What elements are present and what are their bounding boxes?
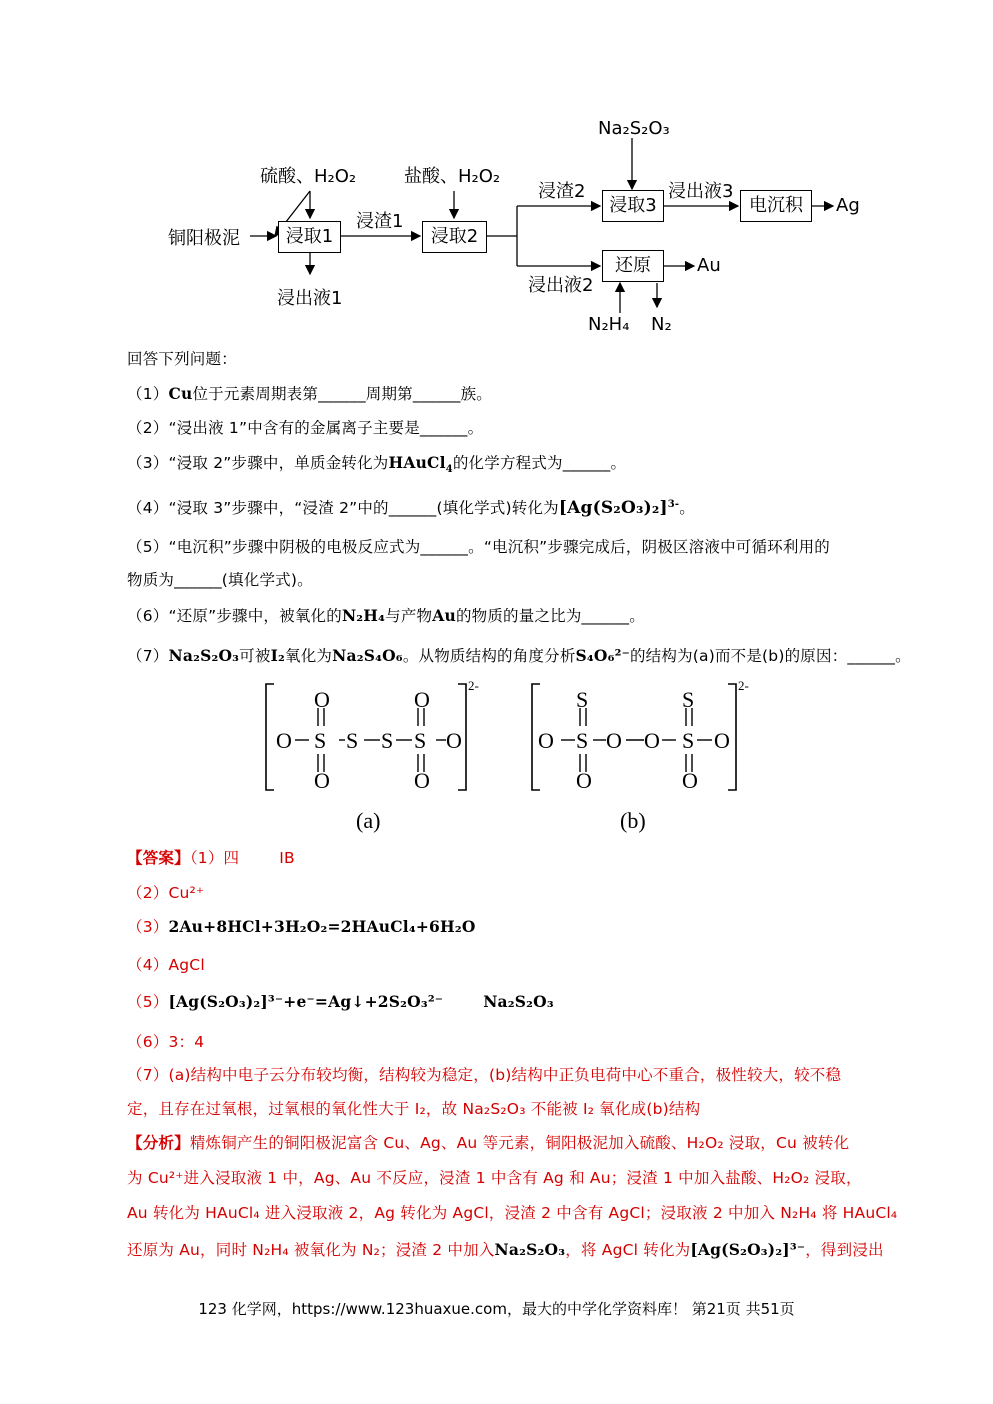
start-anode-slime: 铜阳极泥 (168, 228, 240, 249)
box-leach-1: 浸取1 (278, 221, 341, 253)
atom-o: O (576, 768, 592, 793)
atoms-b (538, 678, 749, 833)
box-leach-3: 浸取3 (602, 190, 664, 222)
analysis-tag: 【分析】 (127, 1133, 190, 1152)
atom-s: S (682, 687, 695, 712)
reagent-hydrazine: N₂H₄ (588, 314, 630, 335)
analysis-line-1: 【分析】精炼铜产生的铜阳极泥富含 Cu、Ag、Au 等元素，铜阳极泥加入硫酸、H₂O₂ 浸取，Cu 被转化 (127, 1133, 850, 1152)
atom-o: O (606, 728, 622, 753)
process-flowchart (160, 108, 880, 348)
box-electrodeposition: 电沉积 (740, 190, 812, 222)
question-5-line-1: （5）“电沉积”步骤中阴极的电极反应式为______。“电沉积”步骤完成后，阴极区溶液中可循环利用的 (127, 538, 830, 556)
answer-7-line-2: 定，且存在过氧根，过氧根的氧化性大于 I₂，故 Na₂S₂O₃ 不能被 I₂ 氧化成(b)结构 (127, 1100, 701, 1118)
analysis-line-2: 为 Cu²⁺进入浸取液 1 中，Ag、Au 不反应，浸渣 1 中含有 Ag 和 Au；浸渣 1 中加入盐酸、H₂O₂ 浸取， (127, 1169, 862, 1187)
question-7: （7）Na₂S₂O₃可被I₂氧化为Na₂S₄O₆。从物质结构的角度分析S₄O₆²⁻的结构为(a)而不是(b)的原因：______。 (127, 646, 911, 665)
answer-2: （2）Cu²⁺ (127, 884, 205, 902)
output-gold: Au (697, 255, 721, 276)
question-2: （2）“浸出液 1”中含有的金属离子主要是______。 (127, 419, 484, 437)
answer-5: （5）[Ag(S₂O₃)₂]³⁻+e⁻=Ag↓+2S₂O₃²⁻ Na₂S₂O₃ (127, 992, 554, 1011)
edge-residue-2: 浸渣2 (538, 181, 586, 202)
answer-4: （4）AgCl (127, 956, 205, 974)
atom-s: S (314, 728, 327, 753)
edge-leachate-2: 浸出液2 (528, 275, 594, 296)
atom-o: O (314, 768, 330, 793)
atom-o: O (414, 687, 430, 712)
charge-a: 2- (468, 678, 479, 693)
atom-s: S (682, 728, 695, 753)
answer-1: 【答案】（1）四 IB (127, 848, 295, 867)
edge-leachate-3: 浸出液3 (668, 181, 734, 202)
flowchart-arrows (160, 108, 880, 348)
reagent-hydrochloric-h2o2: 盐酸、H₂O₂ (404, 166, 501, 187)
question-1: （1）Cu位于元素周期表第______周期第______族。 (127, 384, 492, 403)
question-4: （4）“浸取 3”步骤中，“浸渣 2”中的______(填化学式)转化为$[Ag(S_2O_3)_2]^{3-}$。 (127, 498, 695, 519)
question-6: （6）“还原”步骤中，被氧化的N₂H₄与产物Au的物质的量之比为______。 (127, 606, 645, 625)
label-a: (a) (356, 808, 381, 833)
answer-7-line-1: （7）(a)结构中电子云分布较均衡，结构较为稳定，(b)结构中正负电荷中心不重合，极性较大，较不稳 (127, 1066, 842, 1084)
analysis-line-4: 还原为 Au，同时 N₂H₄ 被氧化为 N₂；浸渣 2 中加入Na₂S₂O₃，将 AgCl 转化为[Ag(S₂O₃)₂]³⁻，得到浸出 (127, 1240, 884, 1259)
answer-6: （6）3：4 (127, 1033, 205, 1051)
atom-s: S (381, 728, 394, 753)
atom-o: O (314, 687, 330, 712)
reagent-thiosulfate: Na₂S₂O₃ (598, 118, 670, 139)
answer-3: （3）2Au+8HCl+3H₂O₂=2HAuCl₄+6H₂O (127, 917, 476, 936)
atom-o: O (644, 728, 660, 753)
atoms-a (276, 678, 479, 833)
output-silver: Ag (836, 195, 860, 216)
atom-o: O (276, 728, 292, 753)
question-5-line-2: 物质为______(填化学式)。 (127, 571, 313, 589)
atom-o: O (682, 768, 698, 793)
atom-o: O (538, 728, 554, 753)
label-b: (b) (620, 808, 646, 833)
structure-figure (262, 676, 782, 846)
atom-o: O (414, 768, 430, 793)
atom-o: O (446, 728, 462, 753)
box-leach-2: 浸取2 (422, 221, 487, 253)
bracket-a (266, 684, 466, 790)
edge-residue-1: 浸渣1 (356, 211, 404, 232)
box-reduction: 还原 (602, 250, 664, 282)
atom-s: S (576, 687, 589, 712)
output-nitrogen: N₂ (651, 314, 672, 335)
output-leachate-1: 浸出液1 (277, 288, 343, 309)
atom-o: O (714, 728, 730, 753)
atom-s: S (576, 728, 589, 753)
answer-tag: 【答案】 (127, 848, 190, 867)
atom-s: S (346, 728, 359, 753)
charge-b: 2- (738, 678, 749, 693)
structure-diagrams (262, 676, 782, 846)
reagent-sulfuric-h2o2: 硫酸、H₂O₂ (260, 166, 357, 187)
bracket-b (532, 684, 736, 790)
question-3: （3）“浸取 2”步骤中，单质金转化为HAuCl$_4$的化学方程式为______。 (127, 453, 627, 476)
page-footer: 123 化学网，https://www.123huaxue.com，最大的中学化学资料库！ 第21页 共51页 (198, 1300, 795, 1318)
atom-s: S (414, 728, 427, 753)
analysis-line-3: Au 转化为 HAuCl₄ 进入浸取液 2，Ag 转化为 AgCl，浸渣 2 中含有 AgCl；浸取液 2 中加入 N₂H₄ 将 HAuCl₄ (127, 1204, 898, 1222)
questions-intro: 回答下列问题： (127, 350, 237, 368)
